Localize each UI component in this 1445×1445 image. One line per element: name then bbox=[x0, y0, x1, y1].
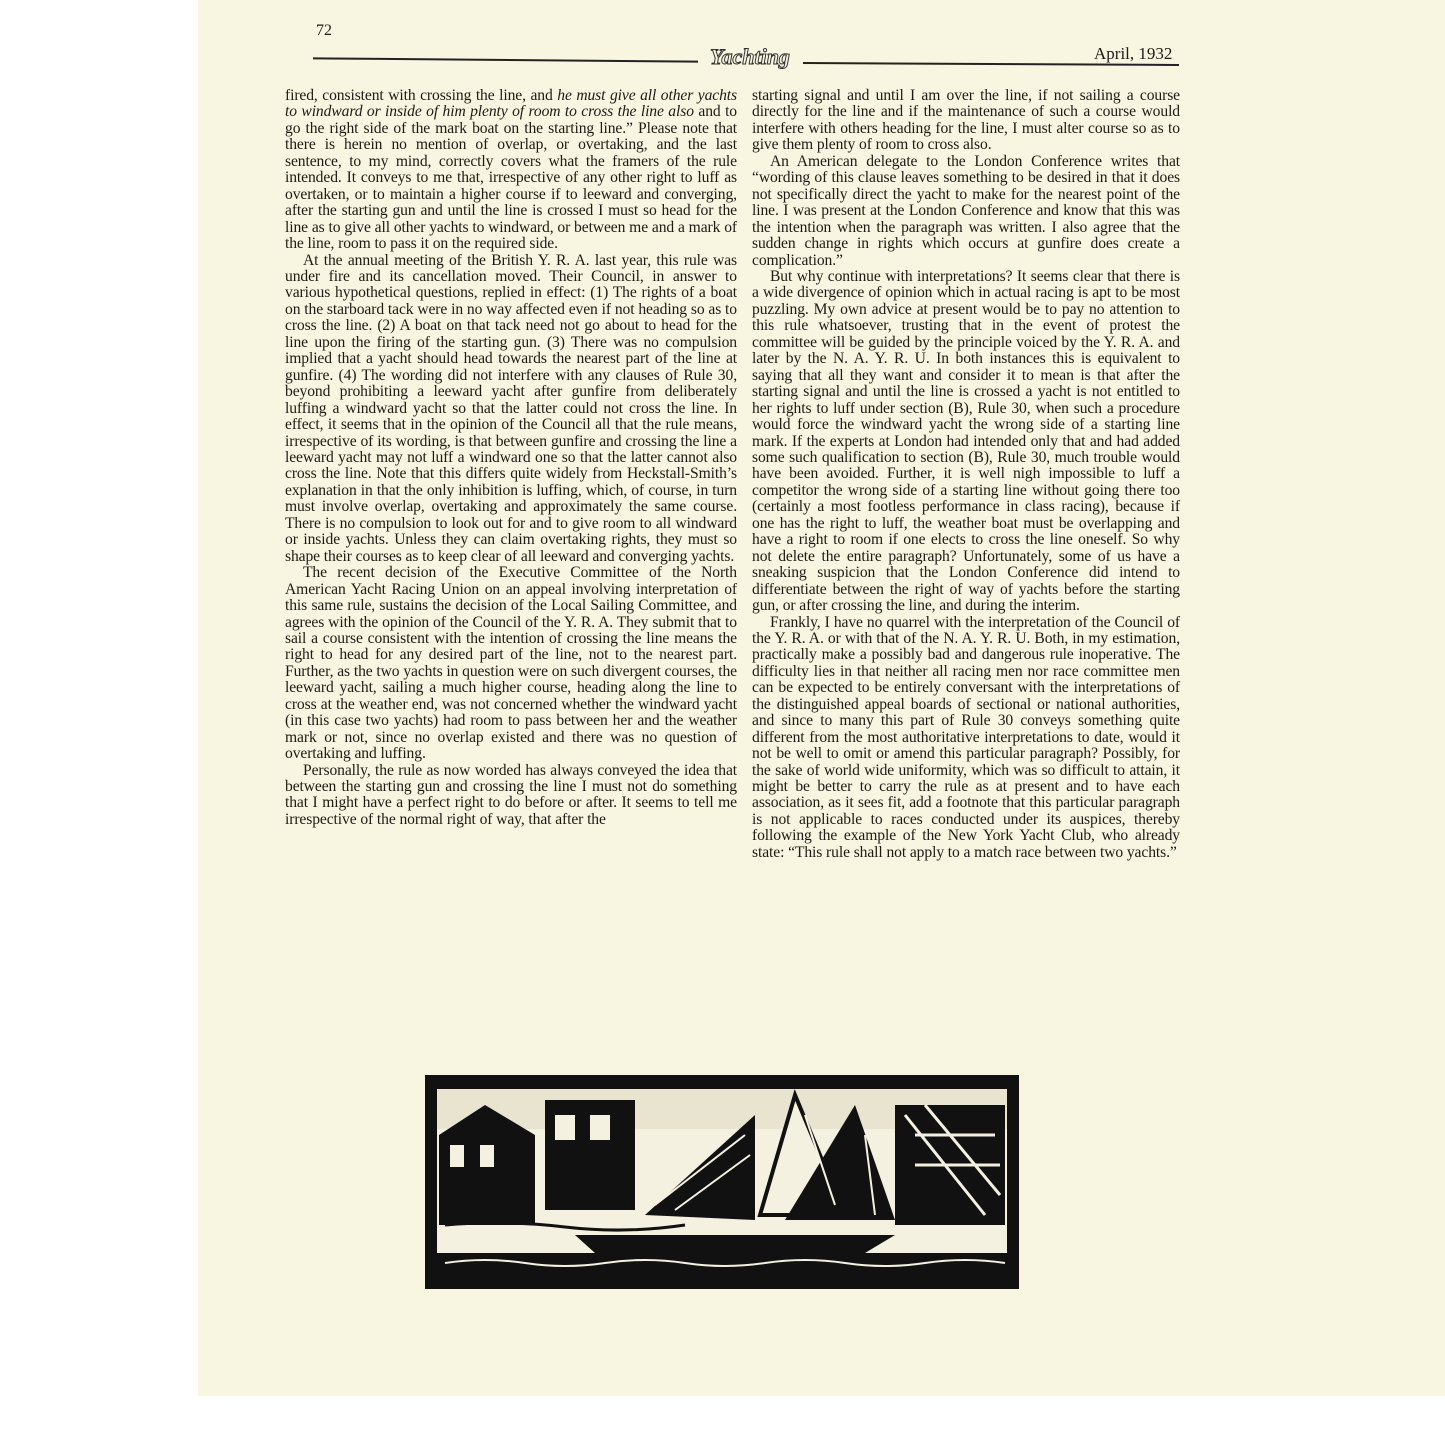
text: The recent decision of the Executive Committee of the North American Yacht Racing Union on an appeal involving interpretation of this same rule, sustains the decision of the Local Sailing Committee, and agrees with the opinion of the Council of the Y. R. A. They submit that to sail a course consistent with the intention of crossing the line means the right to head for any desired part of the line, not to the nearest part. Further, as the two yachts in question were on such divergent courses, the leeward yacht, sailing a much higher course, heading along the line to cross at the weather end, was not concerned whether the windward yacht (in this case two yachts) had room to pass between her and the weather mark or not, since no overlap existed and there was no question of overtaking and luffing. bbox=[285, 564, 737, 763]
page-number: 72 bbox=[316, 22, 332, 39]
paragraph bbox=[752, 615, 1180, 862]
paragraph bbox=[752, 88, 1180, 154]
issue-date: April, 1932 bbox=[1094, 44, 1173, 63]
text: Frankly, I have no quarrel with the interpretation of the Council of the Y. R. A. or with that of the N. A. Y. R. U. Both, in my estimation, practically make a possibly bad and dangerous rule inoperative. The difficulty lies in that neither all racing men nor race committee men can be expected to be entirely conversant with the interpretations of the distinguished appeal boards of sectional or national authorities, and since to many this part of Rule 30 conveys something quite different from the most authoritative interpretations to date, would it not be well to omit or amend this particular paragraph? Possibly, for the sake of world wide uniformity, which was so difficult to attain, it might be better to carry the rule as at present and to have each association, as it sees fit, add a footnote that this particular paragraph is not applicable to races conducted under its auspices, thereby following the example of the New York Yacht Club, who already state: “This rule shall not apply to a match race between two yachts.” bbox=[752, 613, 1180, 861]
text: An American delegate to the London Conference writes that “wording of this clause leaves something to be desired in that it does not specifically direct the yacht to make for the nearest point of the line. I was present at the London Conference and know that this was the intention when the paragraph was written. I also agree that the sudden change in rights which occurs at gunfire does create a complication.” bbox=[752, 152, 1180, 269]
paragraph bbox=[752, 154, 1180, 269]
yachting-logo bbox=[700, 42, 800, 72]
text: fired, consistent with crossing the line, and bbox=[285, 87, 558, 104]
text: At the annual meeting of the British Y. R. A. last year, this rule was under fire and its cancellation moved. Their Council, in answer to various hypothetical questions, replied in effect: (1) The rights of a boat on the starboard tack were in no way affected even if not heading so as to cross the line. (2) A boat on that tack need not go about to head for the line upon the firing of the starting gun. (3) There was no compulsion implied that a yacht should head towards the nearest part of the line at gunfire. (4) The wording did not interfere with any clauses of Rule 30, beyond prohibiting a leeward yacht after gunfire from deliberately luffing a windward yacht so that the latter could not cross the line. In effect, it seems that in the opinion of the Council all that the rule means, irrespective of its wording, is that between gunfire and crossing the line a leeward yacht may not luff a windward one so that the latter cannot also cross the line. Note that this differs quite widely from Heckstall-Smith’s explanation in that the only inhibition is luffing, which, of course, in turn must involve overlap, overtaking and approximately the same course. There is no compulsion to look out for and to give room to all windward or inside yachts. Unless they can claim overtaking rights, they must so shape their courses as to keep clear of all leeward and converging yachts. bbox=[285, 251, 737, 565]
paragraph bbox=[285, 253, 737, 566]
text: starting signal and until I am over the line, if not sailing a course directly for the line and if the maintenance of such a course would interfere with others heading for the line, I must alter course so as to give them plenty of room to cross also. bbox=[752, 87, 1180, 154]
svg-text:Yachting: Yachting bbox=[710, 44, 790, 69]
paragraph bbox=[285, 565, 737, 762]
woodcut-illustration bbox=[425, 1075, 1019, 1289]
italic-text: he must give all other yachts to windward or inside of him plenty of room to cross the line also bbox=[285, 87, 737, 121]
right-column bbox=[752, 88, 1180, 861]
paragraph bbox=[752, 269, 1180, 615]
left-column bbox=[285, 88, 737, 828]
paragraph bbox=[285, 763, 737, 829]
text: But why continue with interpretations? It seems clear that there is a wide divergence of opinion which in actual racing is apt to be most puzzling. My own advice at present would be to pay no attention to this rule whatsoever, trusting that in the event of protest the committee will be guided by the principle voiced by the Y. R. A. and later by the N. A. Y. R. U. In both instances this is equivalent to saying that all they want and consider it to mean is that after the starting signal and until the line is crossed a yacht is not entitled to her rights to luff under section (B), Rule 30, when such a procedure would force the windward yacht the wrong side of a starting line mark. If the experts at London had intended only that and had added some such qualification to section (B), Rule 30, much trouble would have been avoided. Further, it is well nigh impossible to luff a competitor the wrong side of a starting line without going there too (certainly a most footless performance in class racing), because if one has the right to luff, the weather boat must be overlapping and have a right to room if one elects to cross the line oneself. So why not delete the entire paragraph? Unfortunately, some of us have a sneaking suspicion that the London Conference did intend to differentiate between the right of way of yachts before the starting gun, or after crossing the line, and during the interim. bbox=[752, 267, 1180, 615]
paragraph bbox=[285, 88, 737, 253]
text: and to go the right side of the mark boat on the starting line.” Please note that there is herein no mention of overlap, or overtaking, and the last sentence, to my mind, correctly covers what the framers of the rule intended. It conveys to me that, irrespective of any other right to luff as overtaken, or to maintain a higher course if to leeward and converging, after the starting gun and until the line is crossed I must so head for the line as to give all other yachts to windward, or between me and a mark of the line, room to pass it on the required side. bbox=[285, 103, 737, 253]
text: Personally, the rule as now worded has always conveyed the idea that between the starting gun and crossing the line I must not do something that I might have a perfect right to do before or after. It seems to tell me irrespective of the normal right of way, that after the bbox=[285, 761, 737, 828]
